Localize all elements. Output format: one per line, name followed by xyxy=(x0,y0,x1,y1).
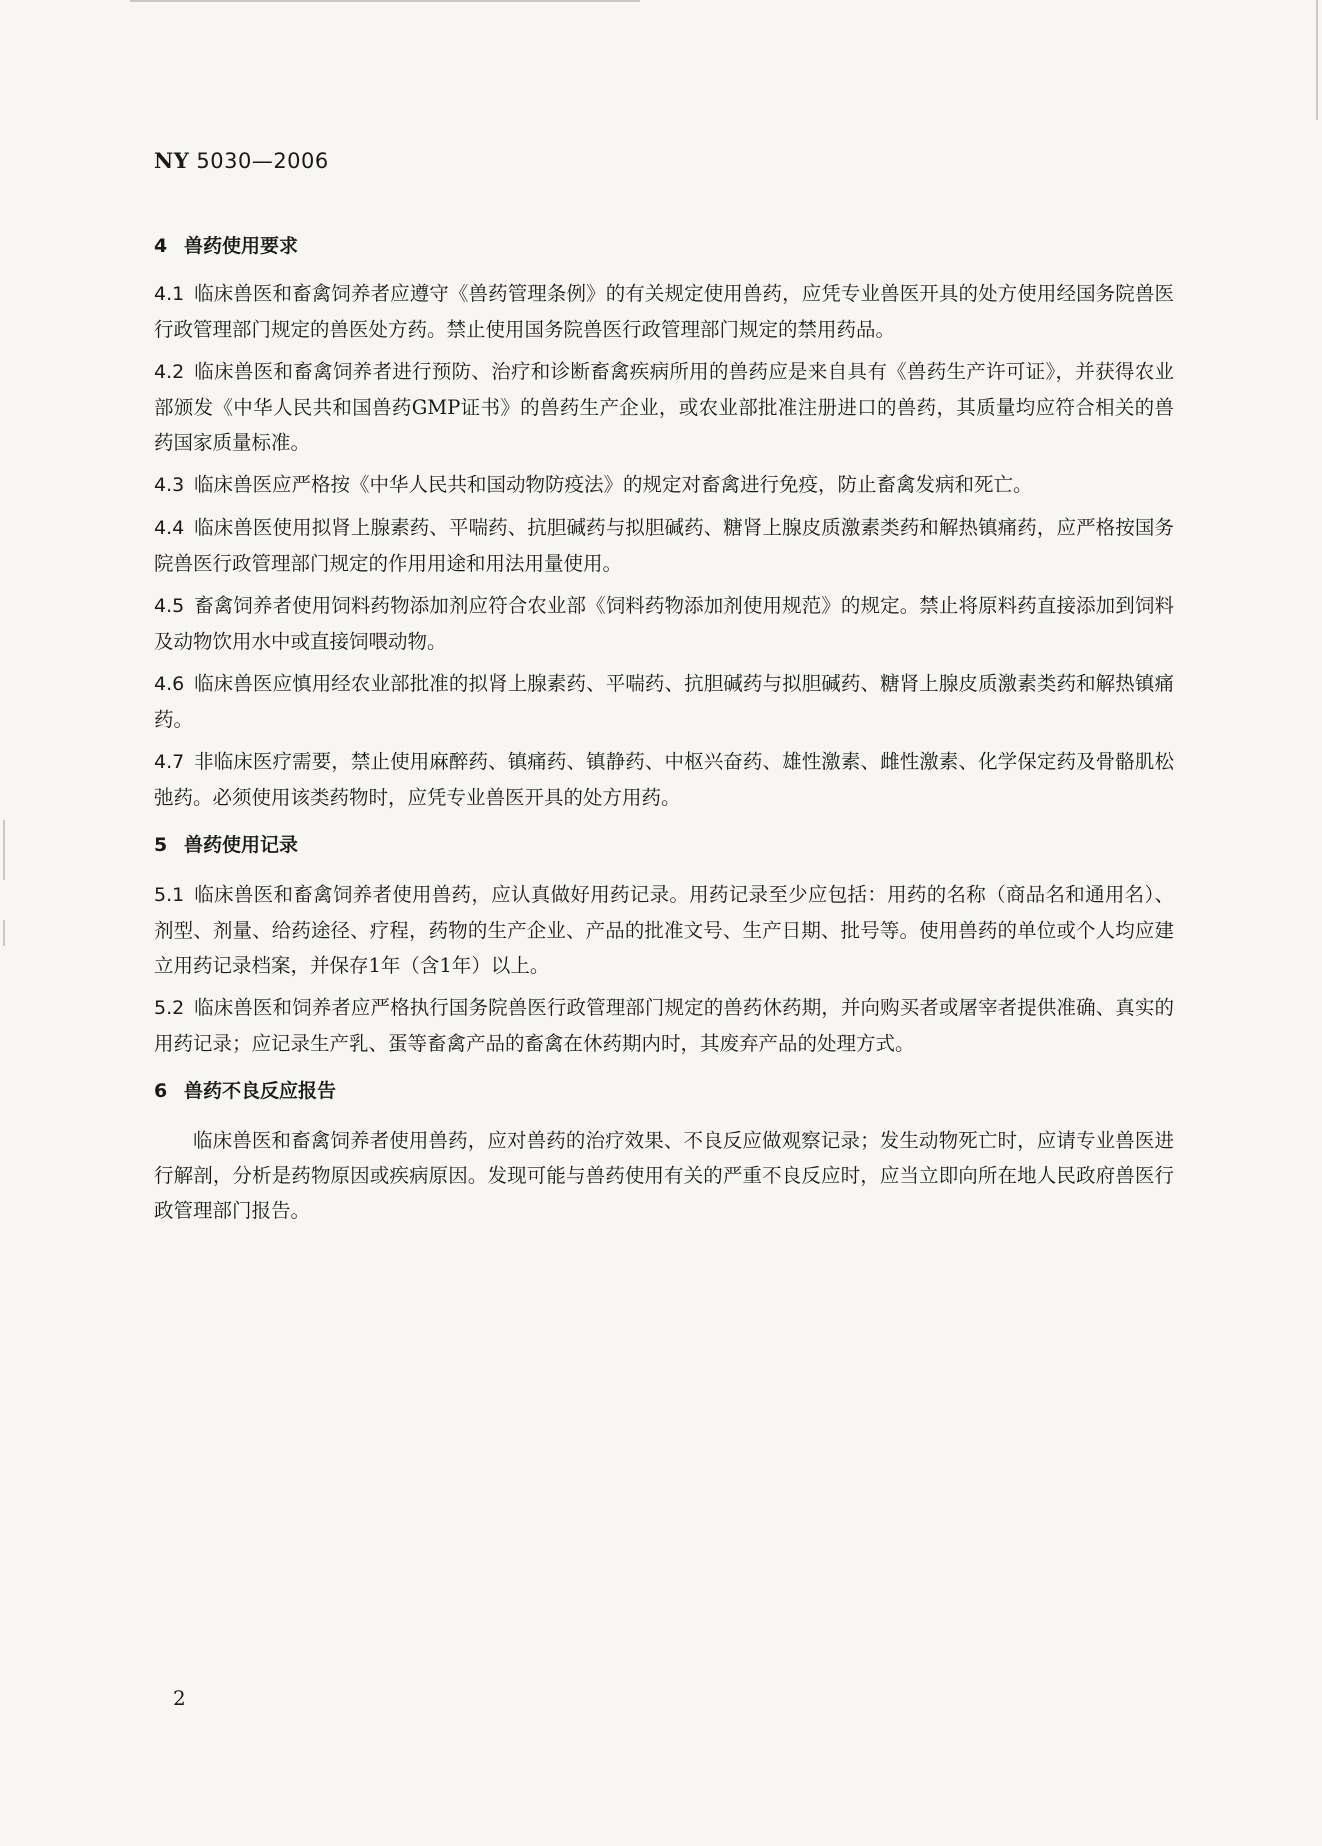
clause-number: 4.6 xyxy=(154,673,185,695)
section-heading-5 xyxy=(154,825,1174,865)
clause-text: 临床兽医应严格按《中华人民共和国动物防疫法》的规定对畜禽进行免疫，防止畜禽发病和死亡。 xyxy=(194,473,1033,496)
scan-artifact-right xyxy=(1316,0,1318,120)
clause-text: 临床兽医和畜禽饲养者应遵守《兽药管理条例》的有关规定使用兽药，应凭专业兽医开具的处方使用经国务院兽医行政管理部门规定的兽医处方药。禁止使用国务院兽医行政管理部门规定的禁用药品。 xyxy=(154,282,1174,341)
clause-number: 5.1 xyxy=(154,884,185,906)
scan-artifact-top xyxy=(130,0,640,2)
section-6-paragraph: 临床兽医和畜禽饲养者使用兽药，应对兽药的治疗效果、不良反应做观察记录；发生动物死亡时，应请专业兽医进行解剖，分析是药物原因或疾病原因。发现可能与兽药使用有关的严重不良反应时，应当立即向所在地人民政府兽医行政管理部门报告。 xyxy=(154,1129,1174,1222)
clause-4-7 xyxy=(154,744,1174,815)
clause-text: 临床兽医和畜禽饲养者使用兽药，应认真做好用药记录。用药记录至少应包括：用药的名称（商品名和通用名）、剂型、剂量、给药途径、疗程，药物的生产企业、产品的批准文号、生产日期、批号等。使用兽药的单位或个人均应建立用药记录档案，并保存1年（含1年）以上。 xyxy=(154,883,1174,977)
section-heading-6 xyxy=(154,1071,1174,1111)
section-number: 4 xyxy=(154,235,168,257)
clause-text: 临床兽医使用拟肾上腺素药、平喘药、抗胆碱药与拟胆碱药、糖肾上腺皮质激素类药和解热镇痛药，应严格按国务院兽医行政管理部门规定的作用用途和用法用量使用。 xyxy=(154,516,1174,575)
section-number: 6 xyxy=(154,1080,168,1102)
section-title: 兽药使用记录 xyxy=(184,834,299,856)
clause-5-2 xyxy=(154,990,1174,1061)
clause-text: 临床兽医和畜禽饲养者进行预防、治疗和诊断畜禽疾病所用的兽药应是来自具有《兽药生产许可证》，并获得农业部颁发《中华人民共和国兽药GMP证书》的兽药生产企业，或农业部批准注册进口的兽药，其质量均应符合相关的兽药国家质量标准。 xyxy=(154,360,1174,454)
clause-number: 4.2 xyxy=(154,361,185,383)
section-number: 5 xyxy=(154,834,168,856)
standard-prefix: NY xyxy=(154,148,190,173)
clause-number: 4.1 xyxy=(154,283,185,305)
clause-4-5 xyxy=(154,588,1174,659)
clause-4-3 xyxy=(154,467,1174,503)
standard-number: 5030—2006 xyxy=(196,149,329,173)
page-number: 2 xyxy=(173,1686,186,1710)
clause-number: 5.2 xyxy=(154,997,185,1019)
clause-text: 畜禽饲养者使用饲料药物添加剂应符合农业部《饲料药物添加剂使用规范》的规定。禁止将原料药直接添加到饲料及动物饮用水中或直接饲喂动物。 xyxy=(154,594,1174,653)
clause-number: 4.3 xyxy=(154,474,185,496)
clause-text: 临床兽医和饲养者应严格执行国务院兽医行政管理部门规定的兽药休药期，并向购买者或屠宰者提供准确、真实的用药记录；应记录生产乳、蛋等畜禽产品的畜禽在休药期内时，其废弃产品的处理方式。 xyxy=(154,996,1174,1055)
clause-number: 4.5 xyxy=(154,595,185,617)
document-body xyxy=(154,214,1174,1228)
scan-artifact-left xyxy=(3,820,5,880)
clause-text: 临床兽医应慎用经农业部批准的拟肾上腺素药、平喘药、抗胆碱药与拟胆碱药、糖肾上腺皮质激素类药和解热镇痛药。 xyxy=(154,672,1174,731)
standard-code xyxy=(154,148,329,173)
clause-number: 4.4 xyxy=(154,517,185,539)
clause-4-2 xyxy=(154,354,1174,460)
section-title: 兽药使用要求 xyxy=(184,235,299,257)
clause-text: 非临床医疗需要，禁止使用麻醉药、镇痛药、镇静药、中枢兴奋药、雄性激素、雌性激素、化学保定药及骨骼肌松弛药。必须使用该类药物时，应凭专业兽医开具的处方用药。 xyxy=(154,750,1174,809)
clause-number: 4.7 xyxy=(154,751,185,773)
scan-artifact-left-2 xyxy=(3,920,5,946)
section-heading-4 xyxy=(154,226,1174,266)
clause-5-1 xyxy=(154,877,1174,983)
clause-4-1 xyxy=(154,276,1174,347)
section-title: 兽药不良反应报告 xyxy=(184,1080,337,1102)
clause-4-4 xyxy=(154,510,1174,581)
clause-4-6 xyxy=(154,666,1174,737)
